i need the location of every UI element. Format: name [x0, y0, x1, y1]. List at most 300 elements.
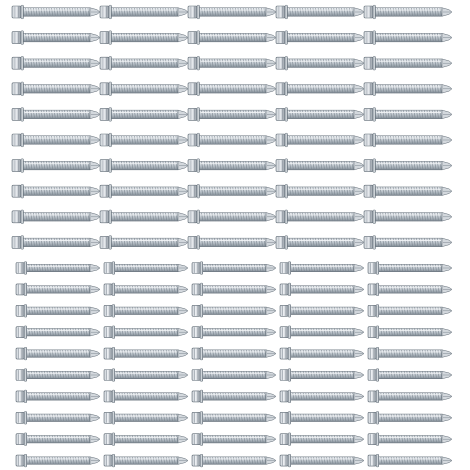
- screw-slot: [16, 433, 100, 446]
- hex-head: [188, 211, 197, 223]
- hex-head: [192, 391, 200, 402]
- screw-slot: [104, 412, 188, 425]
- screw-slot: [276, 236, 364, 250]
- screw: [192, 283, 276, 296]
- washer-flange: [21, 210, 24, 224]
- screw: [368, 454, 452, 467]
- screw-slot: [104, 369, 188, 382]
- screw-slot: [12, 210, 100, 224]
- screw: [280, 262, 364, 275]
- screw: [12, 56, 100, 70]
- hex-head: [368, 412, 376, 423]
- washer-flange: [373, 159, 376, 173]
- washer-flange: [24, 283, 27, 296]
- screw: [16, 305, 100, 318]
- screw: [364, 108, 452, 122]
- hex-head: [104, 412, 112, 423]
- hex-head: [368, 370, 376, 381]
- washer-flange: [373, 108, 376, 122]
- hex-head: [368, 284, 376, 295]
- screw: [100, 108, 188, 122]
- hex-head: [280, 284, 288, 295]
- screw-slot: [188, 184, 276, 198]
- screw: [188, 108, 276, 122]
- hex-head: [368, 305, 376, 316]
- screw: [192, 433, 276, 446]
- washer-flange: [288, 283, 291, 296]
- hex-head: [12, 108, 21, 120]
- washer-flange: [112, 347, 115, 360]
- washer-flange: [373, 210, 376, 224]
- hex-head: [104, 284, 112, 295]
- hex-head: [188, 236, 197, 248]
- screw: [16, 369, 100, 382]
- hex-head: [16, 327, 24, 338]
- hex-head: [280, 434, 288, 445]
- hex-head: [192, 327, 200, 338]
- screw-slot: [16, 305, 100, 318]
- washer-flange: [24, 347, 27, 360]
- hex-head: [16, 305, 24, 316]
- screw-slot: [104, 326, 188, 339]
- screw-slot: [104, 283, 188, 296]
- screw: [100, 5, 188, 19]
- hex-head: [276, 160, 285, 172]
- screw: [192, 347, 276, 360]
- washer-flange: [21, 133, 24, 147]
- hex-head: [12, 83, 21, 95]
- hex-head: [364, 185, 373, 197]
- screw-slot: [12, 133, 100, 147]
- screw: [104, 369, 188, 382]
- screw: [12, 108, 100, 122]
- screw: [276, 133, 364, 147]
- screw: [364, 184, 452, 198]
- washer-flange: [288, 369, 291, 382]
- screw: [276, 159, 364, 173]
- screw-slot: [100, 82, 188, 96]
- washer-flange: [24, 454, 27, 467]
- hex-head: [188, 185, 197, 197]
- screw-slot: [100, 210, 188, 224]
- hex-head: [100, 160, 109, 172]
- screw-slot: [368, 283, 452, 296]
- screw-slot: [16, 262, 100, 275]
- screw: [188, 159, 276, 173]
- screw: [192, 412, 276, 425]
- hex-head: [364, 6, 373, 18]
- screw-slot: [368, 412, 452, 425]
- screw: [280, 412, 364, 425]
- screw: [100, 56, 188, 70]
- screw: [12, 133, 100, 147]
- washer-flange: [21, 5, 24, 19]
- washer-flange: [109, 236, 112, 250]
- hex-head: [12, 211, 21, 223]
- screw-slot: [16, 326, 100, 339]
- screw-slot: [188, 133, 276, 147]
- washer-flange: [373, 56, 376, 70]
- screw-slot: [192, 326, 276, 339]
- hex-head: [100, 236, 109, 248]
- screw: [16, 412, 100, 425]
- screw: [192, 369, 276, 382]
- screw-slot: [192, 369, 276, 382]
- hex-head: [188, 6, 197, 18]
- screw: [192, 454, 276, 467]
- screw-slot: [104, 347, 188, 360]
- washer-flange: [288, 454, 291, 467]
- screw: [188, 31, 276, 45]
- screw-slot: [276, 184, 364, 198]
- screw-slot: [368, 390, 452, 403]
- washer-flange: [288, 412, 291, 425]
- screw: [100, 82, 188, 96]
- screw-slot: [16, 390, 100, 403]
- screw-slot: [12, 236, 100, 250]
- hex-head: [104, 434, 112, 445]
- screw-slot: [192, 433, 276, 446]
- screw-slot: [364, 82, 452, 96]
- hex-head: [280, 455, 288, 466]
- washer-flange: [285, 108, 288, 122]
- washer-flange: [376, 305, 379, 318]
- lower-group: [16, 262, 452, 467]
- hex-head: [280, 348, 288, 359]
- screw-slot: [188, 236, 276, 250]
- washer-flange: [285, 210, 288, 224]
- washer-flange: [285, 159, 288, 173]
- hex-head: [364, 83, 373, 95]
- hex-head: [364, 108, 373, 120]
- screw: [368, 305, 452, 318]
- screw-slot: [104, 305, 188, 318]
- screw: [100, 184, 188, 198]
- washer-flange: [24, 433, 27, 446]
- washer-flange: [373, 31, 376, 45]
- hex-head: [364, 236, 373, 248]
- screw: [192, 326, 276, 339]
- washer-flange: [376, 390, 379, 403]
- screw: [104, 262, 188, 275]
- hex-head: [104, 305, 112, 316]
- screw: [16, 326, 100, 339]
- washer-flange: [112, 454, 115, 467]
- washer-flange: [373, 133, 376, 147]
- screw: [368, 347, 452, 360]
- screw-slot: [276, 31, 364, 45]
- screw-slot: [100, 31, 188, 45]
- hex-head: [104, 327, 112, 338]
- screw: [16, 454, 100, 467]
- washer-flange: [373, 5, 376, 19]
- screw: [16, 283, 100, 296]
- washer-flange: [197, 236, 200, 250]
- screw-slot: [280, 326, 364, 339]
- screw: [368, 369, 452, 382]
- washer-flange: [112, 283, 115, 296]
- hex-head: [364, 211, 373, 223]
- screw-slot: [192, 262, 276, 275]
- hex-head: [368, 348, 376, 359]
- hex-head: [12, 160, 21, 172]
- screw: [368, 326, 452, 339]
- screw-slot: [16, 454, 100, 467]
- washer-flange: [197, 108, 200, 122]
- screw: [16, 347, 100, 360]
- hex-head: [280, 370, 288, 381]
- hex-head: [188, 32, 197, 44]
- hex-head: [368, 434, 376, 445]
- washer-flange: [24, 390, 27, 403]
- hex-head: [100, 134, 109, 146]
- screw: [368, 390, 452, 403]
- washer-flange: [376, 347, 379, 360]
- hex-head: [12, 32, 21, 44]
- hex-head: [12, 57, 21, 69]
- washer-flange: [24, 412, 27, 425]
- screw-slot: [100, 236, 188, 250]
- washer-flange: [197, 5, 200, 19]
- screw-slot: [12, 184, 100, 198]
- hex-head: [280, 327, 288, 338]
- washer-flange: [197, 159, 200, 173]
- hex-head: [364, 134, 373, 146]
- washer-flange: [200, 433, 203, 446]
- screw: [192, 262, 276, 275]
- screw: [276, 56, 364, 70]
- screw: [100, 159, 188, 173]
- hex-head: [100, 211, 109, 223]
- screw: [280, 390, 364, 403]
- screw: [368, 262, 452, 275]
- washer-flange: [285, 31, 288, 45]
- screw-slot: [100, 184, 188, 198]
- screw: [192, 305, 276, 318]
- washer-flange: [376, 283, 379, 296]
- washer-flange: [288, 390, 291, 403]
- screw-slot: [280, 305, 364, 318]
- washer-flange: [200, 283, 203, 296]
- screw-slot: [192, 454, 276, 467]
- screw-slot: [276, 108, 364, 122]
- washer-flange: [24, 369, 27, 382]
- washer-flange: [21, 236, 24, 250]
- washer-flange: [109, 210, 112, 224]
- screw: [280, 433, 364, 446]
- screw-slot: [364, 31, 452, 45]
- hex-head: [12, 134, 21, 146]
- hex-head: [188, 160, 197, 172]
- screw: [364, 236, 452, 250]
- washer-flange: [21, 82, 24, 96]
- washer-flange: [24, 262, 27, 275]
- screw-slot: [12, 5, 100, 19]
- screw-slot: [368, 347, 452, 360]
- washer-flange: [21, 31, 24, 45]
- washer-flange: [288, 326, 291, 339]
- screw-slot: [16, 412, 100, 425]
- hex-head: [192, 434, 200, 445]
- washer-flange: [373, 236, 376, 250]
- screw-slot: [188, 159, 276, 173]
- screw: [364, 210, 452, 224]
- hex-head: [100, 32, 109, 44]
- screw-slot: [100, 5, 188, 19]
- washer-flange: [373, 184, 376, 198]
- hex-head: [104, 391, 112, 402]
- hex-head: [100, 6, 109, 18]
- screw-slot: [280, 262, 364, 275]
- screw: [188, 210, 276, 224]
- washer-flange: [112, 390, 115, 403]
- screw: [188, 184, 276, 198]
- washer-flange: [21, 56, 24, 70]
- screw: [104, 390, 188, 403]
- washer-flange: [285, 236, 288, 250]
- screw: [280, 347, 364, 360]
- screw: [16, 433, 100, 446]
- screw: [12, 184, 100, 198]
- screw: [100, 31, 188, 45]
- hex-head: [192, 263, 200, 274]
- screw-slot: [280, 390, 364, 403]
- hex-head: [16, 263, 24, 274]
- washer-flange: [376, 454, 379, 467]
- screw-slot: [192, 305, 276, 318]
- hex-head: [276, 236, 285, 248]
- hex-head: [12, 185, 21, 197]
- screw-slot: [100, 133, 188, 147]
- screw-slot: [368, 369, 452, 382]
- screw-slot: [368, 305, 452, 318]
- screw: [280, 454, 364, 467]
- screw: [16, 390, 100, 403]
- hex-head: [188, 83, 197, 95]
- washer-flange: [285, 5, 288, 19]
- screw-slot: [368, 262, 452, 275]
- washer-flange: [109, 31, 112, 45]
- washer-flange: [285, 133, 288, 147]
- washer-flange: [197, 133, 200, 147]
- screw-slot: [188, 31, 276, 45]
- hex-head: [368, 391, 376, 402]
- hex-head: [276, 134, 285, 146]
- washer-flange: [376, 326, 379, 339]
- screw: [364, 133, 452, 147]
- hex-head: [276, 83, 285, 95]
- screw: [276, 184, 364, 198]
- screw-slot: [280, 454, 364, 467]
- hex-head: [16, 455, 24, 466]
- screw-slot: [100, 56, 188, 70]
- washer-flange: [376, 433, 379, 446]
- screw-slot: [276, 82, 364, 96]
- hex-head: [276, 185, 285, 197]
- screw: [188, 82, 276, 96]
- screw-slot: [280, 347, 364, 360]
- screw: [104, 283, 188, 296]
- washer-flange: [21, 159, 24, 173]
- screw: [104, 412, 188, 425]
- screw: [12, 236, 100, 250]
- hex-head: [16, 370, 24, 381]
- screw: [188, 133, 276, 147]
- washer-flange: [285, 184, 288, 198]
- screw-slot: [104, 454, 188, 467]
- hex-head: [16, 284, 24, 295]
- screw-slot: [100, 159, 188, 173]
- hex-head: [188, 108, 197, 120]
- washer-flange: [376, 369, 379, 382]
- hex-head: [280, 263, 288, 274]
- screw: [368, 283, 452, 296]
- screw-slot: [364, 184, 452, 198]
- screw-slot: [192, 390, 276, 403]
- screw-slot: [188, 82, 276, 96]
- screw: [104, 326, 188, 339]
- screw: [280, 283, 364, 296]
- screw: [100, 236, 188, 250]
- washer-flange: [109, 82, 112, 96]
- washer-flange: [200, 347, 203, 360]
- washer-flange: [197, 184, 200, 198]
- screw: [368, 412, 452, 425]
- washer-flange: [200, 262, 203, 275]
- screw: [16, 262, 100, 275]
- screw-slot: [188, 5, 276, 19]
- washer-flange: [200, 326, 203, 339]
- washer-flange: [373, 82, 376, 96]
- screw-slot: [364, 56, 452, 70]
- screw-slot: [104, 433, 188, 446]
- screw-slot: [12, 56, 100, 70]
- screw: [12, 31, 100, 45]
- washer-flange: [288, 433, 291, 446]
- hex-head: [100, 108, 109, 120]
- hex-head: [280, 305, 288, 316]
- screw-slot: [12, 31, 100, 45]
- screw-slot: [364, 133, 452, 147]
- hex-head: [16, 391, 24, 402]
- screw: [276, 82, 364, 96]
- screw: [104, 454, 188, 467]
- screw-slot: [364, 210, 452, 224]
- screw: [100, 210, 188, 224]
- screw: [276, 108, 364, 122]
- hex-head: [368, 263, 376, 274]
- screw: [12, 82, 100, 96]
- washer-flange: [109, 184, 112, 198]
- hex-head: [192, 348, 200, 359]
- washer-flange: [109, 159, 112, 173]
- screw: [188, 236, 276, 250]
- screw: [12, 159, 100, 173]
- hex-head: [100, 57, 109, 69]
- washer-flange: [112, 412, 115, 425]
- washer-flange: [285, 56, 288, 70]
- hex-head: [192, 305, 200, 316]
- screw-slot: [276, 56, 364, 70]
- hex-head: [104, 348, 112, 359]
- screw: [280, 326, 364, 339]
- screw-slot: [16, 347, 100, 360]
- screw: [188, 5, 276, 19]
- screw: [104, 433, 188, 446]
- hex-head: [276, 108, 285, 120]
- washer-flange: [24, 305, 27, 318]
- hex-head: [192, 412, 200, 423]
